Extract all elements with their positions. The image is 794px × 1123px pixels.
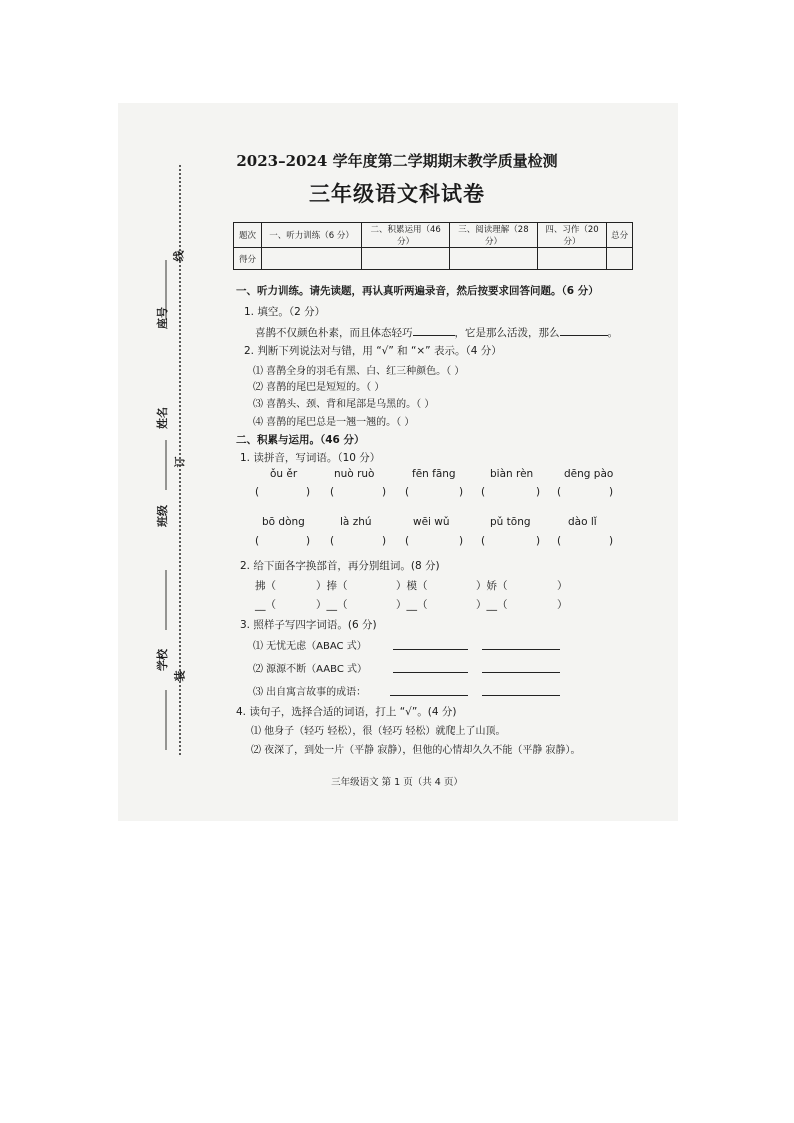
- idiom-answer-line[interactable]: [393, 649, 468, 650]
- radical-blank[interactable]: ）__（: [476, 599, 508, 611]
- answer-paren: ): [536, 486, 541, 498]
- score-cell[interactable]: [607, 248, 633, 270]
- answer-paren: (: [557, 486, 562, 498]
- radical-blank[interactable]: ）: [557, 599, 568, 611]
- pinyin-label: dēng pào: [564, 468, 614, 480]
- section1-q1-text: [255, 324, 618, 340]
- q1-text-a: 喜鹊不仅颜色朴素，而且体态轻巧: [255, 327, 413, 339]
- section2-q1-label: 1. 读拼音，写词语。（10 分）: [240, 452, 381, 464]
- word-choice-sentence[interactable]: ⑵ 夜深了，到处一片（平静 寂静），但他的心情却久久不能（平静 寂静）。: [251, 745, 581, 756]
- score-header-cell: 四、习作（20 分）: [537, 223, 606, 248]
- answer-paren: ): [382, 486, 387, 498]
- score-cell[interactable]: [537, 248, 606, 270]
- score-header-cell: 二、积累运用（46 分）: [362, 223, 450, 248]
- exam-title: 2023–2024 学年度第二学期期末教学质量检测: [236, 152, 558, 170]
- fill-blank-1[interactable]: [413, 324, 455, 336]
- seat-label: 座号: [156, 307, 169, 329]
- answer-paren: ): [306, 535, 311, 547]
- answer-paren: ): [459, 486, 464, 498]
- section2-heading: 二、积累与运用。（46 分）: [236, 434, 365, 446]
- exam-subtitle: 三年级语文科试卷: [309, 181, 485, 206]
- radical-blank[interactable]: ）__（: [396, 599, 428, 611]
- q1-text-c: 。: [607, 327, 618, 339]
- score-label-cell: 得分: [234, 248, 262, 270]
- idiom-answer-line[interactable]: [482, 672, 560, 673]
- judge-item[interactable]: ⑷ 喜鹊的尾巴总是一翘一翘的。（ ）: [253, 417, 415, 428]
- judge-item[interactable]: ⑵ 喜鹊的尾巴是短短的。（ ）: [253, 382, 385, 393]
- radical-blank[interactable]: __（: [255, 599, 276, 611]
- judge-item[interactable]: ⑴ 喜鹊全身的羽毛有黑、白、红三种颜色。（ ）: [253, 366, 465, 377]
- school-label: 学校: [156, 649, 169, 671]
- answer-paren: (: [255, 486, 260, 498]
- score-cell[interactable]: [362, 248, 450, 270]
- name-label: 姓名: [156, 407, 169, 429]
- answer-paren: ): [306, 486, 311, 498]
- section1-q1-label: 1. 填空。（2 分）: [244, 306, 326, 318]
- radical-blank[interactable]: ）__（: [316, 599, 348, 611]
- section1-heading: 一、听力训练。请先读题，再认真听两遍录音，然后按要求回答问题。（6 分）: [236, 285, 599, 297]
- answer-paren: ): [459, 535, 464, 547]
- score-cell[interactable]: [261, 248, 361, 270]
- answer-paren: ): [609, 535, 614, 547]
- binding-zhuang-label: 装: [173, 670, 187, 682]
- idiom-answer-line[interactable]: [390, 695, 468, 696]
- pinyin-label: fēn fāng: [412, 468, 456, 480]
- score-table: [233, 222, 633, 270]
- answer-paren: (: [481, 486, 486, 498]
- score-header-cell: 一、听力训练（6 分）: [261, 223, 361, 248]
- pinyin-label: dào lǐ: [568, 516, 597, 528]
- binding-ding-label: 订: [173, 456, 187, 468]
- fill-blank-2[interactable]: [560, 324, 608, 336]
- answer-paren: (: [405, 486, 410, 498]
- answer-paren: (: [405, 535, 410, 547]
- pinyin-label: nuò ruò: [334, 468, 375, 480]
- section2-q2-label: 2. 给下面各字换部首，再分别组词。(8 分): [240, 560, 440, 572]
- section2-q3-label: 3. 照样子写四字词语。(6 分): [240, 619, 377, 631]
- score-table-score-row: [234, 248, 633, 270]
- score-header-cell: 三、阅读理解（28 分）: [450, 223, 538, 248]
- section2-q4-label: 4. 读句子，选择合适的词语，打上 “√”。(4 分): [236, 706, 457, 718]
- idiom-item: ⑵ 源源不断（AABC 式）: [253, 664, 367, 675]
- judge-item[interactable]: ⑶ 喜鹊头、颈、背和尾部是乌黑的。（ ）: [253, 399, 435, 410]
- pinyin-label: bō dòng: [262, 516, 305, 528]
- idiom-item: ⑶ 出自寓言故事的成语：: [253, 687, 367, 698]
- score-header-cell: 总分: [607, 223, 633, 248]
- answer-paren: (: [330, 535, 335, 547]
- radical-char: ）: [557, 580, 568, 592]
- radical-char: ）娇（: [476, 580, 508, 592]
- radical-char: ）捧（: [316, 580, 348, 592]
- idiom-answer-line[interactable]: [482, 695, 560, 696]
- word-choice-sentence[interactable]: ⑴ 他身子（轻巧 轻松），很（轻巧 轻松）就爬上了山顶。: [251, 726, 506, 737]
- answer-paren: ): [382, 535, 387, 547]
- idiom-answer-line[interactable]: [393, 672, 468, 673]
- pinyin-label: ǒu ěr: [270, 468, 298, 480]
- page-footer: 三年级语文 第 1 页（共 4 页）: [331, 777, 463, 788]
- answer-paren: (: [330, 486, 335, 498]
- answer-paren: ): [536, 535, 541, 547]
- q1-text-b: ，它是那么活泼，那么: [454, 327, 560, 339]
- class-label: 班级: [156, 505, 169, 527]
- idiom-answer-line[interactable]: [482, 649, 560, 650]
- answer-paren: (: [481, 535, 486, 547]
- radical-char: 拂（: [255, 580, 276, 592]
- pinyin-label: pǔ tōng: [490, 516, 531, 528]
- section1-q2-label: 2. 判断下列说法对与错，用 “√” 和 “×” 表示。（4 分）: [244, 345, 502, 357]
- idiom-item: ⑴ 无忧无虑（ABAC 式）: [253, 641, 367, 652]
- pinyin-label: biàn rèn: [490, 468, 534, 480]
- score-header-cell: 题次: [234, 223, 262, 248]
- answer-paren: ): [609, 486, 614, 498]
- radical-char: ）模（: [396, 580, 428, 592]
- score-cell[interactable]: [450, 248, 538, 270]
- pinyin-label: wēi wǔ: [413, 516, 450, 528]
- answer-paren: (: [557, 535, 562, 547]
- answer-paren: (: [255, 535, 260, 547]
- binding-line-label: 线: [172, 250, 186, 262]
- pinyin-label: là zhú: [340, 516, 372, 528]
- score-table-header-row: [234, 223, 633, 248]
